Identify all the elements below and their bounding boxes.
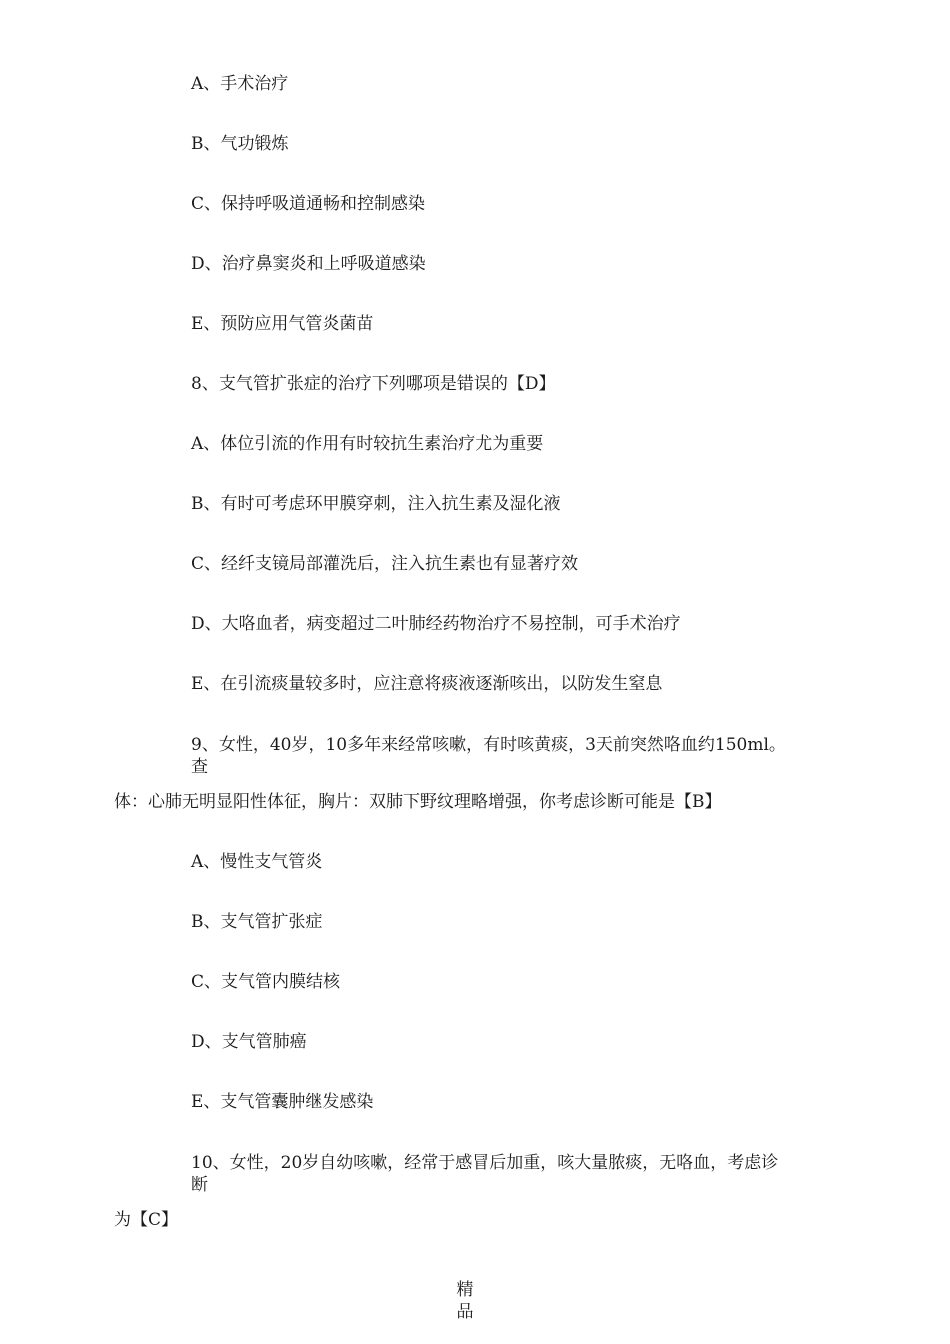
option-line: E、支气管囊肿继发感染 bbox=[191, 1092, 374, 1112]
option-line: A、体位引流的作用有时较抗生素治疗尤为重要 bbox=[191, 434, 544, 454]
option-line: E、在引流痰量较多时，应注意将痰液逐渐咳出，以防发生窒息 bbox=[191, 674, 663, 694]
question-line: 10、女性，20岁自幼咳嗽，经常于感冒后加重，咳大量脓痰，无咯血，考虑诊 bbox=[191, 1153, 779, 1173]
option-line: E、预防应用气管炎菌苗 bbox=[191, 314, 374, 334]
option-line: D、支气管肺癌 bbox=[191, 1032, 307, 1052]
option-line: B、气功锻炼 bbox=[191, 134, 289, 154]
option-line: C、保持呼吸道通畅和控制感染 bbox=[191, 194, 426, 214]
option-line: C、经纤支镜局部灌洗后，注入抗生素也有显著疗效 bbox=[191, 554, 579, 574]
option-line: B、有时可考虑环甲膜穿刺，注入抗生素及湿化液 bbox=[191, 494, 561, 514]
question-line: 9、女性，40岁，10多年来经常咳嗽，有时咳黄痰，3天前突然咯血约150ml。 bbox=[191, 735, 786, 755]
option-line: D、治疗鼻窦炎和上呼吸道感染 bbox=[191, 254, 426, 274]
option-line: C、支气管内膜结核 bbox=[191, 972, 341, 992]
option-line: B、支气管扩张症 bbox=[191, 912, 323, 932]
footer-label: 精品 bbox=[456, 1280, 474, 1322]
question-line-wrap: 断 bbox=[191, 1175, 208, 1195]
option-line: D、大咯血者，病变超过二叶肺经药物治疗不易控制，可手术治疗 bbox=[191, 614, 681, 634]
question-line-cont: 体：心肺无明显阳性体征，胸片：双肺下野纹理略增强，你考虑诊断可能是【B】 bbox=[114, 792, 722, 812]
question-line-cont: 为【C】 bbox=[114, 1210, 179, 1230]
option-line: A、慢性支气管炎 bbox=[191, 852, 323, 872]
question-line: 8、支气管扩张症的治疗下列哪项是错误的【D】 bbox=[191, 374, 556, 394]
question-line-wrap: 查 bbox=[191, 757, 208, 777]
option-line: A、手术治疗 bbox=[191, 74, 289, 94]
